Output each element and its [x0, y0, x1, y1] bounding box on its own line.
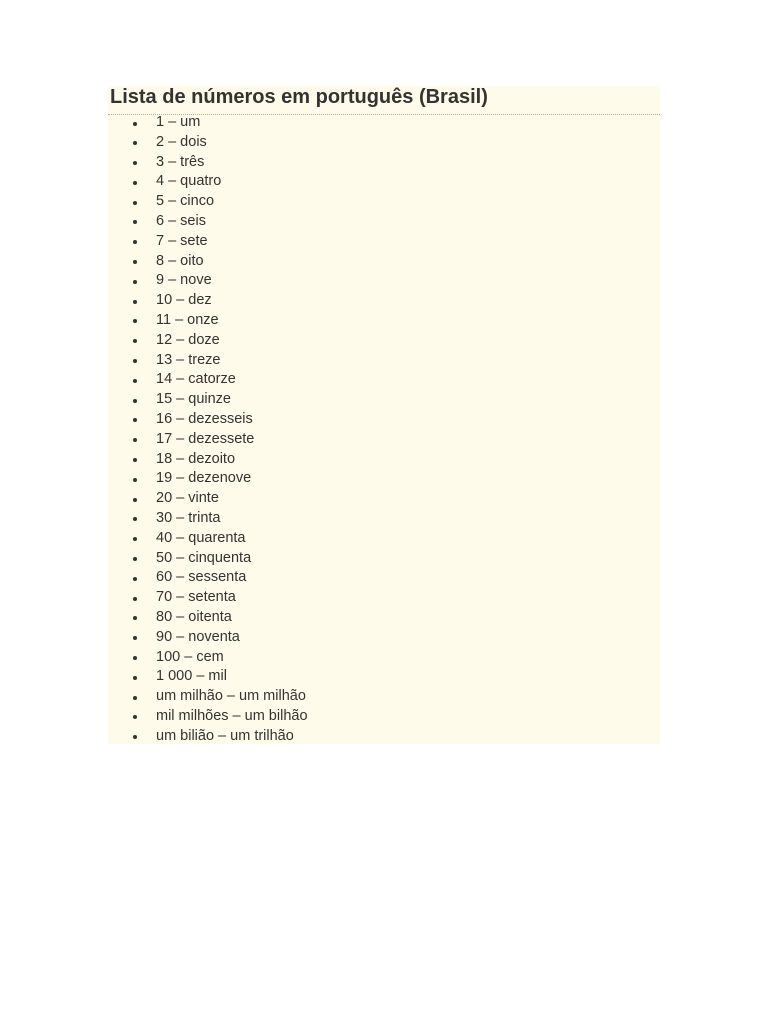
list-item-text: 4 – quatro [156, 173, 222, 190]
list-item [108, 172, 308, 192]
bullet-icon [133, 220, 137, 224]
list-item-text: 1 – um [156, 114, 201, 130]
bullet-icon [133, 478, 137, 482]
bullet-icon [133, 339, 137, 343]
list-item [108, 727, 308, 747]
list-item-text: 9 – nove [156, 272, 212, 289]
list-item [108, 410, 308, 430]
bullet-icon [133, 517, 137, 521]
list-item [108, 133, 308, 153]
page-title: Lista de números em português (Brasil) [110, 86, 488, 108]
list-item-text: 19 – dezenove [156, 470, 252, 487]
list-item-text: 20 – vinte [156, 490, 219, 507]
list-item [108, 509, 308, 529]
list-item [108, 648, 308, 668]
bullet-icon [133, 319, 137, 323]
bullet-icon [133, 676, 137, 680]
list-item [108, 252, 308, 272]
list-item-text: 17 – dezessete [156, 430, 255, 447]
bullet-icon [133, 141, 137, 145]
list-item-text: 18 – dezoito [156, 450, 236, 467]
list-item [108, 687, 308, 707]
list-item-text: 11 – onze [156, 311, 219, 328]
bullet-icon [133, 438, 137, 442]
content-panel [108, 86, 660, 744]
bullet-icon [133, 181, 137, 185]
list-item [108, 212, 308, 232]
list-item-text: 5 – cinco [156, 193, 215, 210]
list-item-text: 15 – quinze [156, 391, 231, 408]
bullet-icon [133, 260, 137, 264]
list-item-text: mil milhões – um bilhão [156, 707, 308, 724]
list-item-text: 2 – dois [156, 133, 207, 150]
list-item-text: 1 000 – mil [156, 668, 227, 685]
list-item-text: 50 – cinquenta [156, 549, 252, 566]
list-item-text: 30 – trinta [156, 509, 221, 526]
bullet-icon [133, 735, 137, 739]
list-item-text: 14 – catorze [156, 371, 236, 388]
list-item [108, 707, 308, 727]
list-item-text: 8 – oito [156, 252, 204, 269]
bullet-icon [133, 636, 137, 640]
bullet-icon [133, 161, 137, 165]
bullet-icon [133, 656, 137, 660]
list-item [108, 568, 308, 588]
list-item [108, 450, 308, 470]
list-item [108, 351, 308, 371]
bullet-icon [133, 122, 137, 126]
bullet-icon [133, 359, 137, 363]
list-item [108, 549, 308, 569]
bullet-icon [133, 399, 137, 403]
list-item-text: 100 – cem [156, 648, 224, 665]
list-item [108, 331, 308, 351]
list-item-text: um bilião – um trilhão [156, 727, 294, 744]
bullet-icon [133, 418, 137, 422]
bullet-icon [133, 557, 137, 561]
list-item [108, 529, 308, 549]
list-item-text: 6 – seis [156, 212, 206, 229]
bullet-icon [133, 616, 137, 620]
list-item-text: 12 – doze [156, 331, 220, 348]
list-item [108, 430, 308, 450]
list-item-text: 80 – oitenta [156, 608, 232, 625]
numbers-list [108, 113, 308, 747]
bullet-icon [133, 240, 137, 244]
list-item-text: 40 – quarenta [156, 529, 246, 546]
bullet-icon [133, 498, 137, 502]
list-item [108, 390, 308, 410]
bullet-icon [133, 597, 137, 601]
list-item [108, 271, 308, 291]
list-item-text: 90 – noventa [156, 628, 240, 645]
list-item-text: 70 – setenta [156, 589, 236, 606]
bullet-icon [133, 696, 137, 700]
bullet-icon [133, 201, 137, 205]
list-item-text: 60 – sessenta [156, 569, 247, 586]
bullet-icon [133, 577, 137, 581]
bullet-icon [133, 280, 137, 284]
bullet-icon [133, 379, 137, 383]
list-item-text: um milhão – um milhão [156, 688, 306, 705]
list-item-text: 3 – três [156, 153, 205, 170]
bullet-icon [133, 715, 137, 719]
list-item [108, 232, 308, 252]
list-item-text: 13 – treze [156, 351, 221, 368]
list-item [108, 311, 308, 331]
bullet-icon [133, 537, 137, 541]
list-item [108, 192, 308, 212]
list-item [108, 489, 308, 509]
list-item-text: 7 – sete [156, 232, 208, 249]
list-item-text: 16 – dezesseis [156, 410, 253, 427]
list-item [108, 370, 308, 390]
list-item [108, 588, 308, 608]
list-item [108, 608, 308, 628]
list-item [108, 469, 308, 489]
list-item [108, 153, 308, 173]
list-item [108, 291, 308, 311]
list-item [108, 628, 308, 648]
bullet-icon [133, 458, 137, 462]
list-item [108, 113, 308, 133]
list-item [108, 667, 308, 687]
bullet-icon [133, 300, 137, 304]
list-item-text: 10 – dez [156, 292, 212, 309]
